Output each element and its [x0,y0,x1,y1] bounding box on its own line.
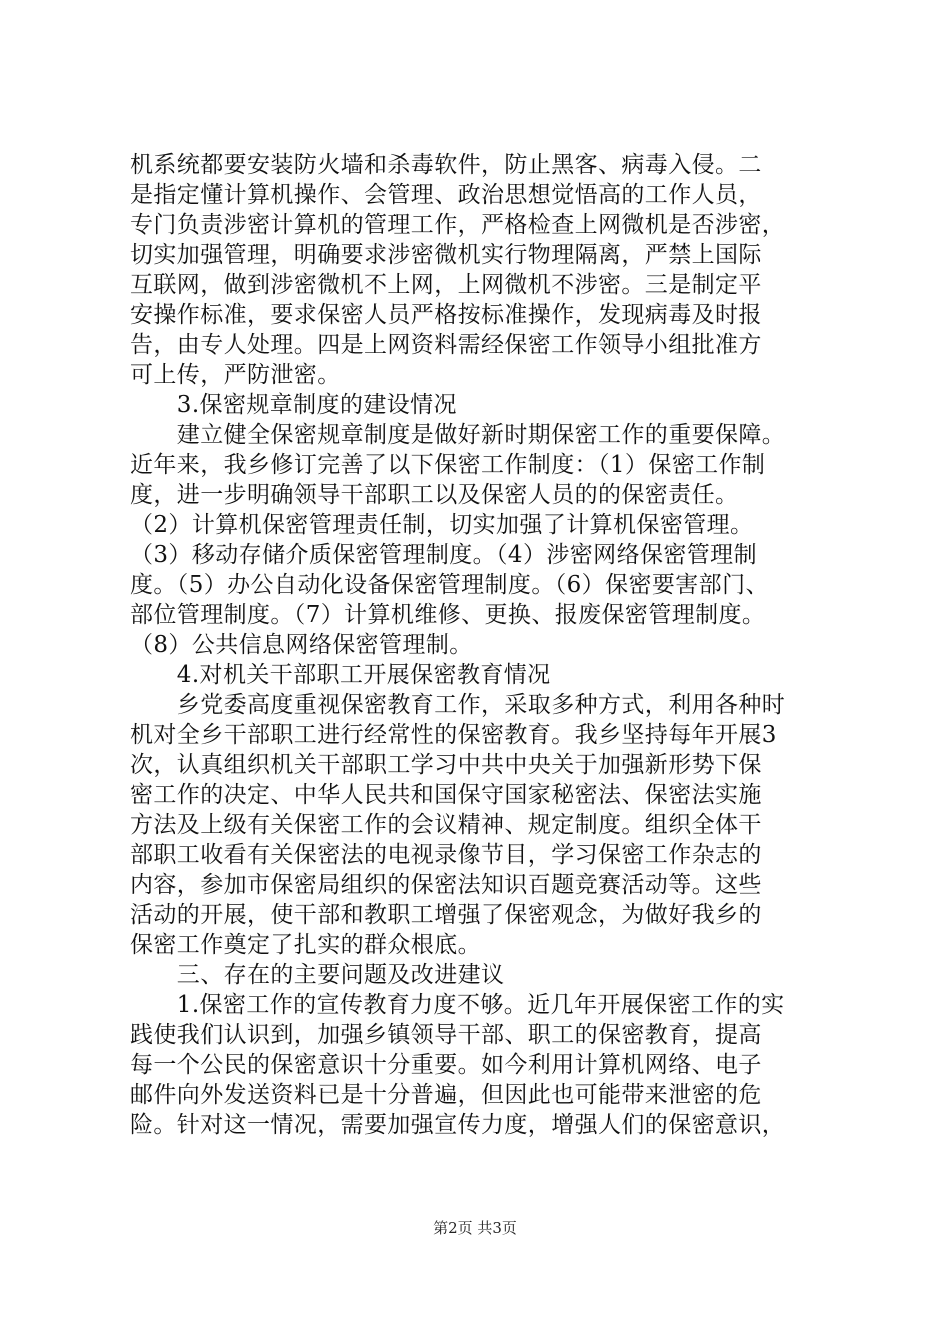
text-line: 度，进一步明确领导干部职工以及保密人员的的保密责任。 [130,482,739,508]
section-heading: 4.对机关干部职工开展保密教育情况 [130,662,551,688]
text-line: 活动的开展，使干部和教职工增强了保密观念，为做好我乡的 [130,902,762,928]
text-line: 内容，参加市保密局组织的保密法知识百题竞赛活动等。这些 [130,872,762,898]
text-line: 建立健全保密规章制度是做好新时期保密工作的重要保障。 [130,422,786,448]
document-body [130,150,830,1140]
text-line: 告，由专人处理。四是上网资料需经保密工作领导小组批准方 [130,332,762,358]
text-line: （3）移动存储介质保密管理制度。（4）涉密网络保密管理制 [130,542,757,568]
text-line: 部位管理制度。（7）计算机维修、更换、报废保密管理制度。 [130,602,766,628]
text-line: 机系统都要安装防火墙和杀毒软件，防止黑客、病毒入侵。二 [130,152,762,178]
text-line: 可上传，严防泄密。 [130,362,341,388]
text-line: 次，认真组织机关干部职工学习中共中央关于加强新形势下保 [130,752,762,778]
text-line: 切实加强管理，明确要求涉密微机实行物理隔离，严禁上国际 [130,242,762,268]
text-line: （2）计算机保密管理责任制，切实加强了计算机保密管理。 [130,512,754,538]
text-line: 部职工收看有关保密法的电视录像节目，学习保密工作杂志的 [130,842,762,868]
text-line: 安操作标准，要求保密人员严格按标准操作，发现病毒及时报 [130,302,762,328]
section-heading: 三、存在的主要问题及改进建议 [130,962,505,988]
text-line: 机对全乡干部职工进行经常性的保密教育。我乡坚持每年开展3 [130,722,777,748]
text-line: 互联网，做到涉密微机不上网，上网微机不涉密。三是制定平 [130,272,762,298]
text-line: 方法及上级有关保密工作的会议精神、规定制度。组织全体干 [130,812,762,838]
page-footer: 第2页 共3页 [433,1219,517,1237]
text-line: 密工作的决定、中华人民共和国保守国家秘密法、保密法实施 [130,782,762,808]
text-line: 险。针对这一情况，需要加强宣传力度，增强人们的保密意识， [130,1112,786,1138]
text-line: 每一个公民的保密意识十分重要。如今利用计算机网络、电子 [130,1052,762,1078]
text-line: 专门负责涉密计算机的管理工作，严格检查上网微机是否涉密， [130,212,786,238]
text-line: 度。（5）办公自动化设备保密管理制度。（6）保密要害部门、 [130,572,769,598]
text-line: 践使我们认识到，加强乡镇领导干部、职工的保密教育，提高 [130,1022,762,1048]
text-line: 1.保密工作的宣传教育力度不够。近几年开展保密工作的实 [130,992,785,1018]
section-heading: 3.保密规章制度的建设情况 [130,392,457,418]
text-line: 是指定懂计算机操作、会管理、政治思想觉悟高的工作人员， [130,182,762,208]
text-line: 保密工作奠定了扎实的群众根底。 [130,932,481,958]
text-line: （8）公共信息网络保密管理制。 [130,632,473,658]
text-line: 乡党委高度重视保密教育工作，采取多种方式，利用各种时 [130,692,786,718]
text-line: 邮件向外发送资料已是十分普遍，但因此也可能带来泄密的危 [130,1082,762,1108]
text-line: 近年来，我乡修订完善了以下保密工作制度：（1）保密工作制 [130,452,766,478]
